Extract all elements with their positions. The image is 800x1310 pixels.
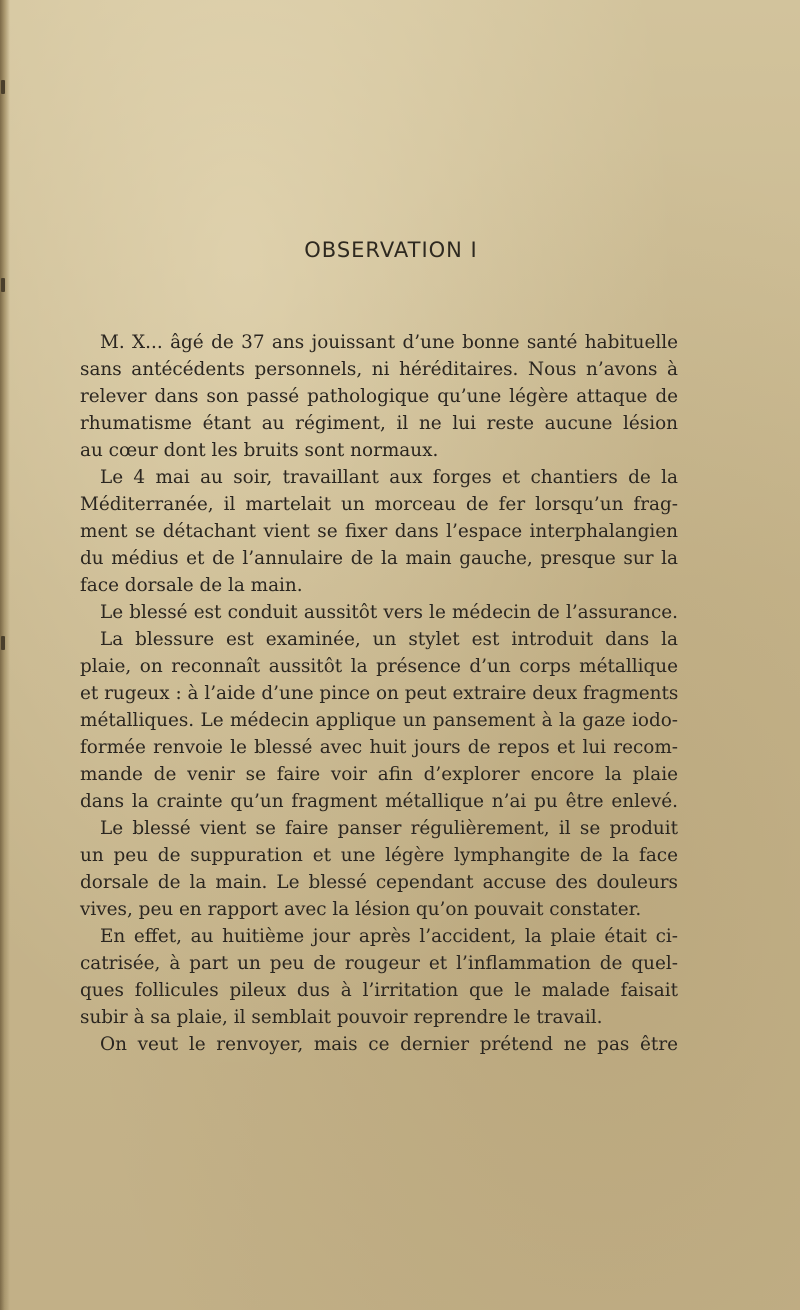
text-line: catrisée, à part un peu de rougeur et l’inflammation de quel- [80, 953, 678, 974]
observation-body [80, 329, 678, 1058]
text-line: ment se détachant vient se fixer dans l’espace interphalangien [80, 521, 678, 542]
text-line: La blessure est examinée, un stylet est introduit dans la [100, 629, 678, 650]
text-line: et rugeux : à l’aide d’une pince on peut extraire deux fragments [80, 683, 679, 704]
text-line: Le blessé est conduit aussitôt vers le médecin de l’assurance. [100, 602, 678, 623]
text-line: dans la crainte qu’un fragment métallique n’ai pu être enlevé. [80, 791, 678, 812]
text-line: Méditerranée, il martelait un morceau de fer lorsqu’un frag- [80, 494, 678, 515]
text-line: On veut le renvoyer, mais ce dernier prétend ne pas être [100, 1034, 678, 1055]
text-line: vives, peu en rapport avec la lésion qu’on pouvait constater. [80, 899, 642, 920]
text-line: rhumatisme étant au régiment, il ne lui reste aucune lésion [80, 413, 678, 434]
text-line: face dorsale de la main. [80, 575, 303, 596]
binding-mark [1, 636, 5, 650]
text-line: métalliques. Le médecin applique un pansement à la gaze iodo- [80, 710, 678, 731]
text-line: plaie, on reconnaît aussitôt la présence d’un corps métallique [80, 656, 678, 677]
text-line: Le blessé vient se faire panser régulièrement, il se produit [100, 818, 678, 839]
text-line: ques follicules pileux dus à l’irritation que le malade faisait [80, 980, 678, 1001]
text-line: du médius et de l’annulaire de la main gauche, presque sur la [80, 548, 678, 569]
text-line: En effet, au huitième jour après l’accident, la plaie était ci- [100, 926, 678, 947]
text-line: M. X... âgé de 37 ans jouissant d’une bonne santé habituelle [100, 332, 678, 353]
binding-mark [1, 278, 5, 292]
text-line: Le 4 mai au soir, travaillant aux forges et chantiers de la [100, 467, 678, 488]
text-line: relever dans son passé pathologique qu’une légère attaque de [80, 386, 678, 407]
binding-mark [1, 80, 5, 94]
text-line: dorsale de la main. Le blessé cependant accuse des douleurs [80, 872, 678, 893]
text-line: subir à sa plaie, il semblait pouvoir reprendre le travail. [80, 1007, 603, 1028]
observation-heading: OBSERVATION I [304, 238, 478, 262]
text-line: sans antécédents personnels, ni héréditaires. Nous n’avons à [80, 359, 678, 380]
text-line: mande de venir se faire voir afin d’explorer encore la plaie [80, 764, 678, 785]
text-line: formée renvoie le blessé avec huit jours de repos et lui recom- [80, 737, 678, 758]
page-binding-edge [0, 0, 10, 1310]
text-line: un peu de suppuration et une légère lymphangite de la face [80, 845, 678, 866]
text-line: au cœur dont les bruits sont normaux. [80, 440, 439, 461]
